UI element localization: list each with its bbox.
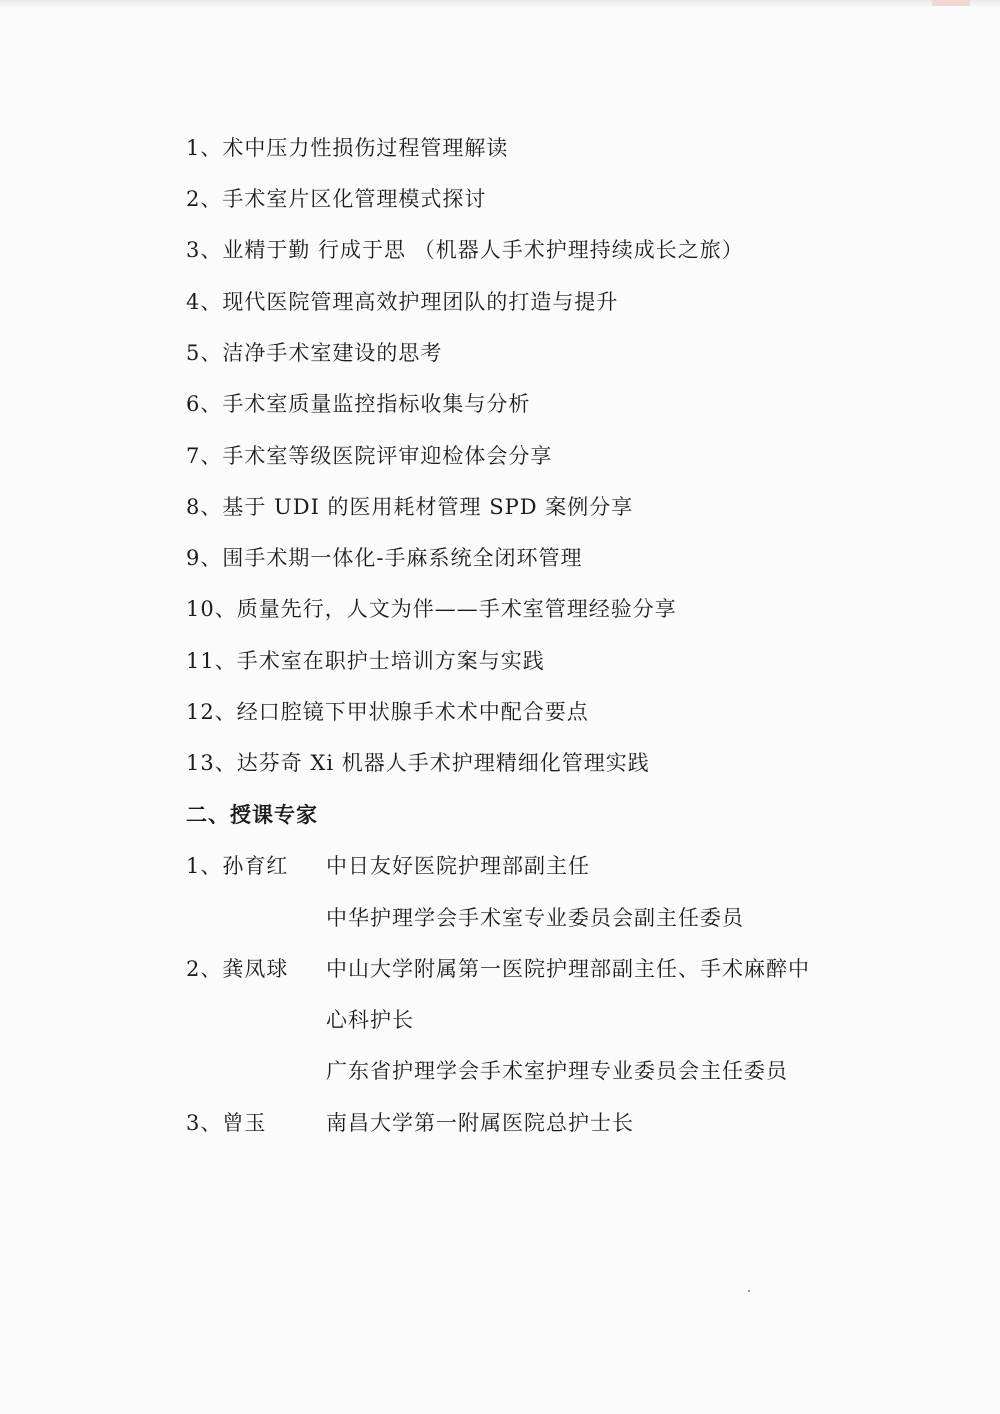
topic-item: 8、基于 UDI 的医用耗材管理 SPD 案例分享 <box>186 495 634 519</box>
topic-item: 13、达芬奇 Xi 机器人手术护理精细化管理实践 <box>186 751 650 775</box>
experts-heading: 二、授课专家 <box>186 802 318 827</box>
expert-title: 中华护理学会手术室专业委员会副主任委员 <box>326 906 744 930</box>
topic-item: 10、质量先行，人文为伴——手术室管理经验分享 <box>186 597 677 621</box>
expert-title: 中山大学附属第一医院护理部副主任、手术麻醉中 <box>326 957 810 981</box>
topic-item: 6、手术室质量监控指标收集与分析 <box>186 392 531 416</box>
topic-item: 2、手术室片区化管理模式探讨 <box>186 187 487 211</box>
expert-name: 3、曾玉 <box>186 1111 267 1135</box>
topic-item: 3、业精于勤 行成于思 （机器人手术护理持续成长之旅） <box>186 238 744 262</box>
scan-top-edge <box>0 0 1000 8</box>
topic-item: 5、洁净手术室建设的思考 <box>186 341 443 365</box>
expert-title: 中日友好医院护理部副主任 <box>326 854 590 878</box>
expert-title: 南昌大学第一附属医院总护士长 <box>326 1111 634 1135</box>
scan-speck <box>748 1290 750 1292</box>
expert-title: 广东省护理学会手术室护理专业委员会主任委员 <box>326 1059 788 1083</box>
topic-item: 7、手术室等级医院评审迎检体会分享 <box>186 444 553 468</box>
topic-item: 9、围手术期一体化-手麻系统全闭环管理 <box>186 546 583 570</box>
topic-item: 4、现代医院管理高效护理团队的打造与提升 <box>186 290 619 314</box>
expert-name: 2、龚凤球 <box>186 957 289 981</box>
topic-item: 1、术中压力性损伤过程管理解读 <box>186 136 509 160</box>
topic-item: 12、经口腔镜下甲状腺手术术中配合要点 <box>186 700 589 724</box>
topic-item: 11、手术室在职护士培训方案与实践 <box>186 649 545 673</box>
expert-name: 1、孙育红 <box>186 854 289 878</box>
expert-title: 心科护长 <box>326 1008 414 1032</box>
scan-corner-mark <box>932 0 970 6</box>
